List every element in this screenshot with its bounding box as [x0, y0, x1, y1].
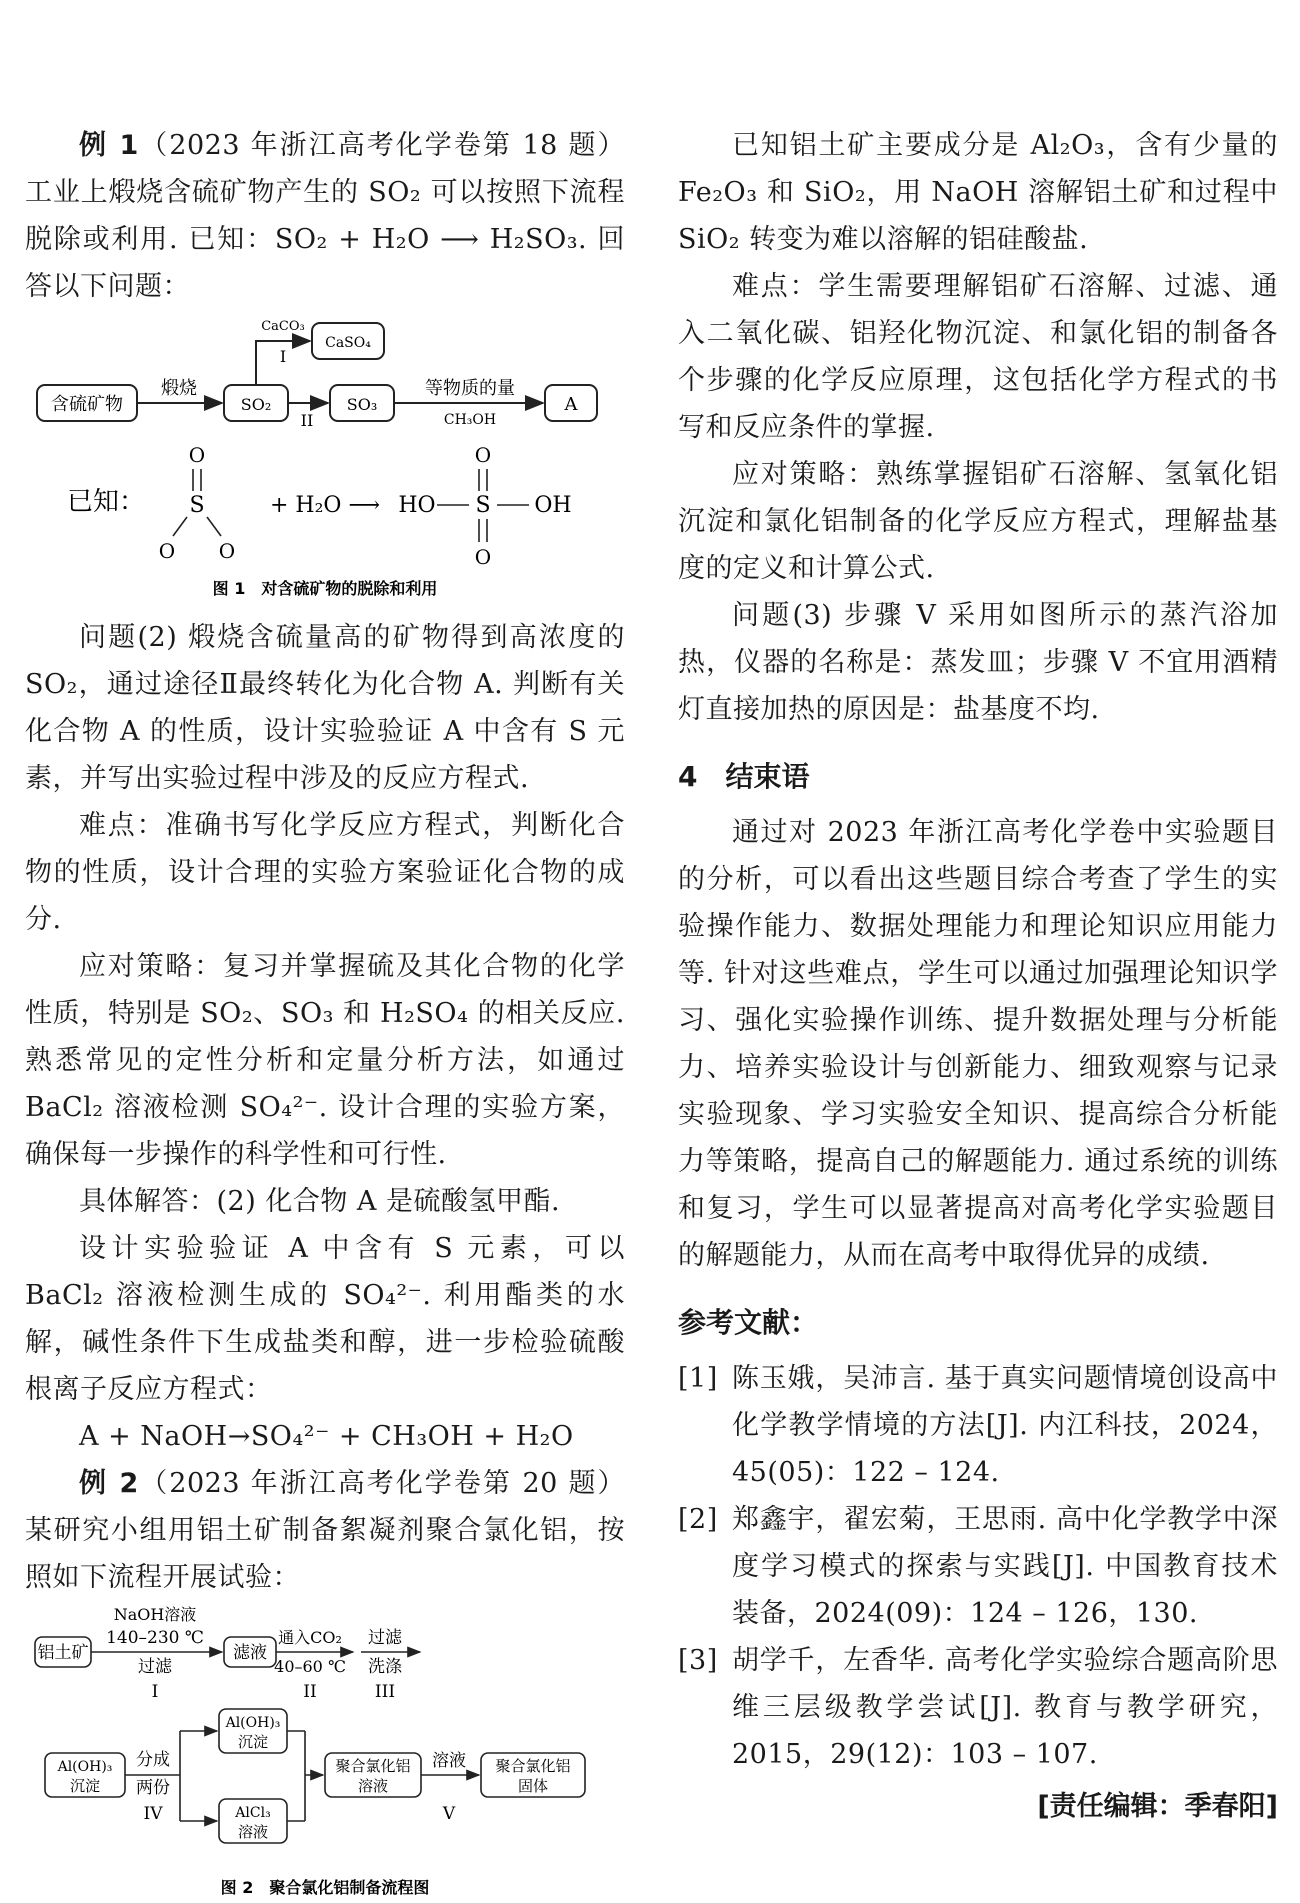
known-label: 已知： — [67, 487, 146, 517]
pac-solution-label-2: 溶液 — [357, 1777, 389, 1795]
example-2-text: （2023 年浙江高考化学卷第 20 题）某研究小组用铝土矿制备絮凝剂聚合氯化铝，按照如下流程开展试验： — [25, 1468, 625, 1593]
answer-1: 具体解答：(2) 化合物 A 是硫酸氢甲酯. — [79, 1186, 561, 1217]
question-3: 问题(3) 步骤 V 采用如图所示的蒸汽浴加热，仪器的名称是：蒸发皿；步骤 V 不宜用酒精灯直接加热的原因是：盐基度不均. — [678, 600, 1278, 725]
naoh-label: NaOH溶液 — [113, 1605, 197, 1624]
split-label-1: 分成 — [136, 1750, 170, 1770]
reference-text: 郑鑫宇，翟宏菊，王思雨. 高中化学教学中深度学习模式的探索与实践[J]. 中国教育技术装备，2024(09)：124 – 126，130. — [732, 1504, 1278, 1629]
right-column — [678, 122, 1278, 1823]
example-1-paragraph — [25, 122, 625, 310]
solution-cond-label: 溶液 — [432, 1751, 466, 1771]
responsible-editor: [责任编辑：季春阳] — [1037, 1791, 1278, 1822]
step-III-label: III — [374, 1682, 396, 1702]
so2-s: S — [189, 493, 205, 518]
difficulty-1: 难点：准确书写化学反应方程式，判断化合物的性质，设计合理的实验方案验证化合物的成分. — [25, 810, 625, 935]
example-1-label: 例 1 — [79, 130, 139, 161]
step-I-label: I — [151, 1682, 159, 1702]
step-II-label: II — [303, 1682, 317, 1702]
equation-1: A + NaOH→SO₄²⁻ + CH₃OH + H₂O — [79, 1421, 574, 1452]
step-V-label: V — [442, 1804, 456, 1824]
h2so3-o-top: O — [474, 443, 492, 467]
figure-2 — [25, 1603, 625, 1903]
h2so3-oh: OH — [534, 493, 572, 518]
bauxite-label: 铝土矿 — [37, 1643, 89, 1663]
filter2-label: 过滤 — [368, 1628, 402, 1648]
reference-number: [1] — [678, 1363, 718, 1394]
question-2: 问题(2) 煅烧含硫量高的矿物得到高浓度的 SO₂，通过途径Ⅱ最终转化为化合物 A. 判断有关化合物 A 的性质，设计实验验证 A 中含有 S 元素，并写出实验过程中涉及的反应方程式. — [25, 622, 625, 794]
pac-solid-label-2: 固体 — [517, 1777, 549, 1795]
aloh-top-label-1: Al(OH)₃ — [225, 1715, 281, 1731]
difficulty-2: 难点：学生需要理解铝矿石溶解、过滤、通入二氧化碳、铝羟化物沉淀、和氯化铝的制备各个步骤的化学反应原理，这包括化学方程式的书写和反应条件的掌握. — [678, 271, 1278, 443]
known-2: 已知铝土矿主要成分是 Al₂O₃，含有少量的 Fe₂O₃ 和 SiO₂，用 NaOH 溶解铝土矿和过程中 SiO₂ 转变为难以溶解的铝硅酸盐. — [678, 130, 1278, 255]
filtrate-label: 滤液 — [233, 1643, 267, 1663]
example-1-text: （2023 年浙江高考化学卷第 18 题）工业上煅烧含硫矿物产生的 SO₂ 可以按照下流程脱除或利用. 已知：SO₂ + H₂O ⟶ H₂SO₃. 回答以下问题： — [25, 130, 625, 302]
reference-item — [678, 1637, 1278, 1778]
temp2-label: 40–60 ℃ — [274, 1657, 346, 1676]
pac-solid-label-1: 聚合氯化铝 — [495, 1757, 571, 1775]
aloh-label-1: Al(OH)₃ — [57, 1759, 113, 1775]
a-label: A — [564, 394, 578, 415]
references-title: 参考文献： — [678, 1306, 819, 1339]
so2-label: SO₂ — [240, 395, 272, 414]
reference-list — [678, 1355, 1278, 1778]
ore-label: 含硫矿物 — [51, 394, 123, 415]
equal-amount-label: 等物质的量 — [425, 378, 515, 399]
so2-o-left: O — [158, 539, 176, 563]
so2-o-right: O — [218, 539, 236, 563]
step-IV-label: IV — [143, 1804, 163, 1824]
reference-text: 胡学千，左香华. 高考化学实验综合题高阶思维三层级教学尝试[J]. 教育与教学研究，2015，29(12)：103 – 107. — [732, 1645, 1278, 1770]
reference-item — [678, 1496, 1278, 1637]
temp1-label: 140–230 ℃ — [106, 1628, 204, 1648]
strategy-1: 应对策略：复习并掌握硫及其化合物的化学性质，特别是 SO₂、SO₃ 和 H₂SO₄ 的相关反应. 熟悉常见的定性分析和定量分析方法，如通过 BaCl₂ 溶液检测 SO₄²⁻. 设计合理的实验方案，确保每一步操作的科学性和可行性. — [25, 951, 625, 1170]
wash-label: 洗涤 — [368, 1657, 402, 1677]
h2so3-s: S — [475, 493, 491, 518]
pac-solution-label-1: 聚合氯化铝 — [335, 1757, 411, 1775]
alcl3-label-2: 溶液 — [237, 1823, 269, 1841]
caco3-label: CaCO₃ — [261, 319, 305, 334]
so2-o-top: O — [188, 443, 206, 467]
h2so3-o-bottom: O — [474, 545, 492, 569]
left-column — [25, 122, 625, 1903]
split-label-2: 两份 — [136, 1778, 170, 1798]
plus-water-label: + H₂O ⟶ — [270, 493, 380, 518]
caso4-label: CaSO₄ — [325, 335, 371, 351]
aloh-label-2: 沉淀 — [69, 1777, 101, 1795]
design-1: 设计实验验证 A 中含有 S 元素，可以 BaCl₂ 溶液检测生成的 SO₄²⁻. 利用酯类的水解，碱性条件下生成盐类和醇，进一步检验硫酸根离子反应方程式： — [25, 1233, 625, 1405]
conclusion-paragraph: 通过对 2023 年浙江高考化学卷中实验题目的分析，可以看出这些题目综合考查了学生的实验操作能力、数据处理能力和理论知识应用能力等. 针对这些难点，学生可以通过加强理论知识学习、强化实验操作训练、提升数据处理与分析能力、培养实验设计与创新能力、细致观察与记录实验现象、学习实验安全知识、提高综合分析能力等策略，提高自己的解题能力. 通过系统的训练和复习，学生可以显著提高对高考化学实验题目的解题能力，从而在高考中取得优异的成绩. — [678, 817, 1278, 1271]
ch3oh-label: CH₃OH — [443, 412, 497, 428]
section-4-title: 4 结束语 — [678, 760, 810, 793]
step-II-label: II — [300, 411, 314, 430]
figure-1-caption: 图 1 对含硫矿物的脱除和利用 — [212, 579, 438, 598]
figure-2-caption: 图 2 聚合氯化铝制备流程图 — [220, 1878, 430, 1897]
reference-number: [2] — [678, 1504, 718, 1535]
strategy-2: 应对策略：熟练掌握铝矿石溶解、氢氧化铝沉淀和氯化铝制备的化学反应方程式，理解盐基度的定义和计算公式. — [678, 459, 1278, 584]
reference-number: [3] — [678, 1645, 718, 1676]
reference-item — [678, 1355, 1278, 1496]
step-I-label: I — [279, 347, 287, 366]
so3-label: SO₃ — [346, 395, 378, 414]
aloh-top-label-2: 沉淀 — [237, 1733, 269, 1751]
filter1-label: 过滤 — [138, 1657, 172, 1677]
h2so3-ho: HO — [398, 493, 436, 518]
example-2-paragraph — [25, 1460, 625, 1601]
figure-1 — [25, 314, 625, 604]
calcine-label: 煅烧 — [161, 378, 197, 399]
example-2-label: 例 2 — [79, 1468, 139, 1499]
alcl3-label-1: AlCl₃ — [235, 1805, 271, 1821]
co2-label: 通入CO₂ — [278, 1628, 342, 1647]
reference-text: 陈玉娥，吴沛言. 基于真实问题情境创设高中化学教学情境的方法[J]. 内江科技，2024，45(05)：122 – 124. — [732, 1363, 1278, 1488]
